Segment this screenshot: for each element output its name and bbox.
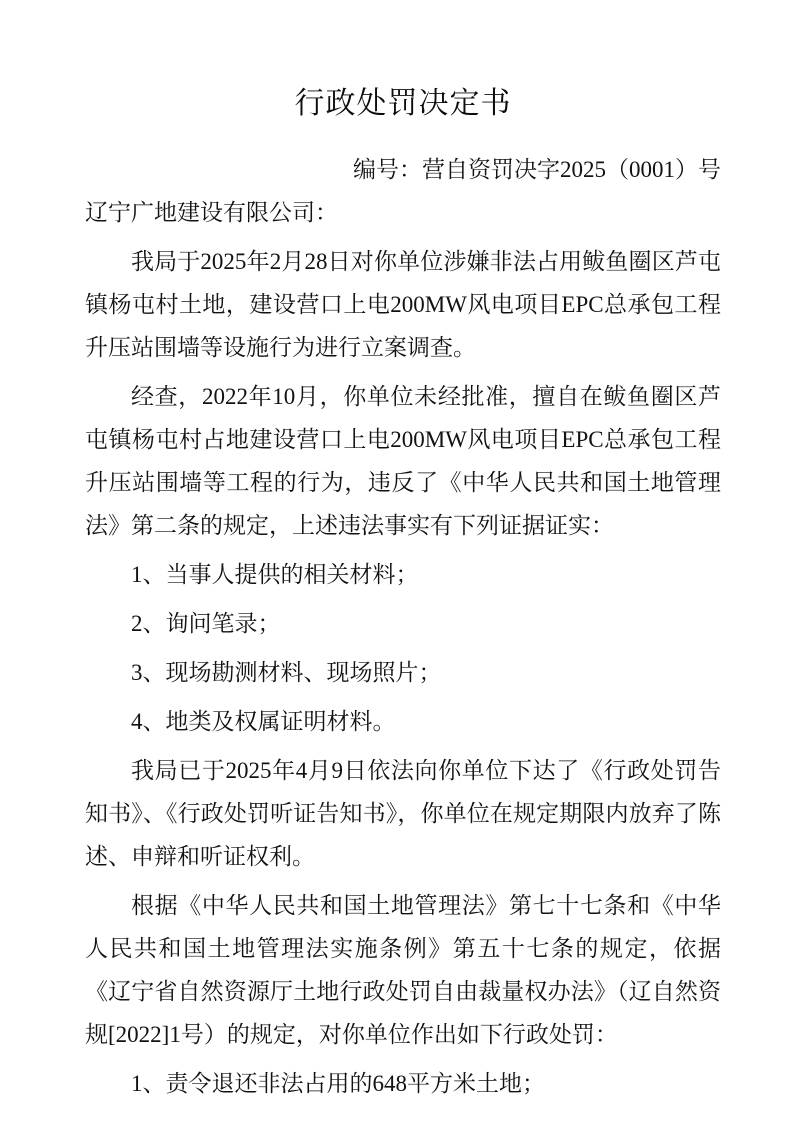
document-number: 编号：营自资罚决字2025（0001）号: [353, 157, 721, 182]
recipient-line: 辽宁广地建设有限公司：: [85, 200, 338, 225]
paragraph-notification: 我局已于2025年4月9日依法向你单位下达了《行政处罚告知书》、《行政处罚听证告知书》，你单位在规定期限内放弃了陈述、申辩和听证权利。: [85, 758, 721, 869]
evidence-item: 2、询问笔录；: [131, 611, 281, 636]
evidence-item: 3、现场勘测材料、现场照片；: [131, 660, 442, 685]
evidence-item: 4、地类及权属证明材料。: [131, 709, 396, 734]
paragraph-findings: 经查，2022年10月，你单位未经批准，擅自在鲅鱼圈区芦屯镇杨屯村占地建设营口上电200MW风电项目EPC总承包工程升压站围墙等工程的行为，违反了《中华人民共和国土地管理法》第二条的规定，上述违法事实有下列证据证实：: [85, 384, 721, 538]
evidence-item: 1、当事人提供的相关材料；: [131, 562, 419, 587]
penalty-item: 1、责令退还非法占用的648平方米土地；: [131, 1071, 545, 1096]
paragraph-legal-basis: 根据《中华人民共和国土地管理法》第七十七条和《中华人民共和国土地管理法实施条例》第五十七条的规定，依据《辽宁省自然资源厅土地行政处罚自由裁量权办法》（辽自然资规[2022]1号）的规定，对你单位作出如下行政处罚：: [85, 893, 721, 1047]
document-title: 行政处罚决定书: [294, 87, 512, 120]
paragraph-case-filing: 我局于2025年2月28日对你单位涉嫌非法占用鲅鱼圈区芦屯镇杨屯村土地，建设营口上电200MW风电项目EPC总承包工程升压站围墙等设施行为进行立案调查。: [85, 249, 721, 360]
